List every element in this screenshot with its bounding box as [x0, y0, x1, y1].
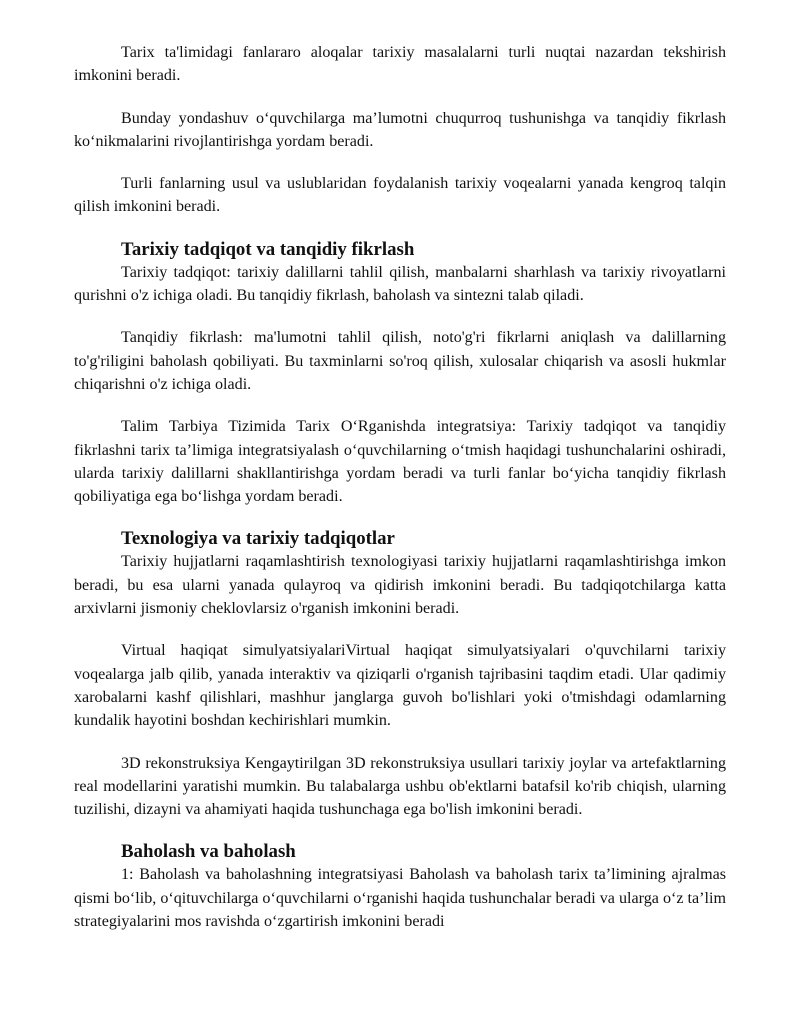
paragraph-digitization: Tarixiy hujjatlarni raqamlashtirish texnologiyasi tarixiy hujjatlarni raqamlashtirishga imkon beradi, bu esa ularni yanada qulayroq va qidirish imkonini beradi. Bu tadqiqotchilarga katta arxivlarni jismoniy cheklovlarsiz o'rganish imkonini beradi.: [74, 553, 726, 618]
heading-research-critical-thinking: Tarixiy tadqiqot va tanqidiy fikrlash: [121, 238, 415, 260]
heading-assessment: Baholash va baholash: [121, 841, 296, 863]
document-page: [74, 41, 726, 933]
paragraph-virtual-reality: Virtual haqiqat simulyatsiyalariVirtual haqiqat simulyatsiyalari o'quvchilarni tarixiy voqealarga jalb qilib, yanada interaktiv va qiziqarli o'rganish tajribasini taqdim etadi. Ular qadimiy xarobalarni kashf qilishlari, mashhur janglarga guvoh bo'lishlari yoki o'tmishdagi odamlarning kundalik hayotini boshdan kechirishlari mumkin.: [74, 642, 726, 730]
paragraph-historical-research: Tarixiy tadqiqot: tarixiy dalillarni tahlil qilish, manbalarni sharhlash va tarixiy rivoyatlarni qurishni o'z ichiga oladi. Bu tanqidiy fikrlash, baholash va sintezni talab qiladi.: [74, 263, 726, 305]
paragraph-critical-thinking: Tanqidiy fikrlash: ma'lumotni tahlil qilish, noto'g'ri fikrlarni aniqlash va dalillarning to'g'riligini baholash qobiliyati. Bu taxminlarni so'roq qilish, xulosalar chiqarish va asosli hukmlar chiqarishni o'z ichiga oladi.: [74, 329, 726, 393]
paragraph-methods: Turli fanlarning usul va uslublaridan foydalanish tarixiy voqealarni yanada kengroq talqin qilish imkonini beradi.: [74, 175, 726, 216]
paragraph-interdisciplinary: Tarix ta'limidagi fanlararo aloqalar tarixiy masalalarni turli nuqtai nazardan tekshirish imkonini beradi.: [74, 44, 726, 85]
paragraph-approach: Bunday yondashuv o‘quvchilarga maʼlumotni chuqurroq tushunishga va tanqidiy fikrlash ko‘nikmalarini rivojlantirishga yordam beradi.: [74, 109, 726, 150]
heading-technology-research: Texnologiya va tarixiy tadqiqotlar: [121, 528, 395, 550]
paragraph-integration: Talim Tarbiya Tizimida Tarix O‘Rganishda integratsiya: Tarixiy tadqiqot va tanqidiy fikrlashni tarix ta’limiga integratsiyalash o‘quvchilarning o‘tmish haqidagi tushunchalarini oshiradi, ularda tarixiy dalillarni shakllantirishga yordam beradi va turli fanlar bo‘yicha tanqidiy fikrlash qobiliyatiga ega bo‘lishga yordam beradi.: [74, 418, 726, 506]
paragraph-assessment-integration: 1: Baholash va baholashning integratsiyasi Baholash va baholash tarix ta’limining ajralmas qismi bo‘lib, o‘qituvchilarga o‘quvchilarni o‘rganishi haqida tushunchalar beradi va ularga o‘z ta’lim strategiyalarini mos ravishda o‘zgartirish imkonini beradi: [74, 866, 726, 931]
paragraph-3d-reconstruction: 3D rekonstruksiya Kengaytirilgan 3D rekonstruksiya usullari tarixiy joylar va artefaktlarning real modellarini yaratishi mumkin. Bu talabalarga ushbu ob'ektlarni batafsil ko'rib chiqish, ularning tuzilishi, dizayni va ahamiyati haqida tushunchaga ega bo'lish imkonini beradi.: [74, 754, 726, 819]
